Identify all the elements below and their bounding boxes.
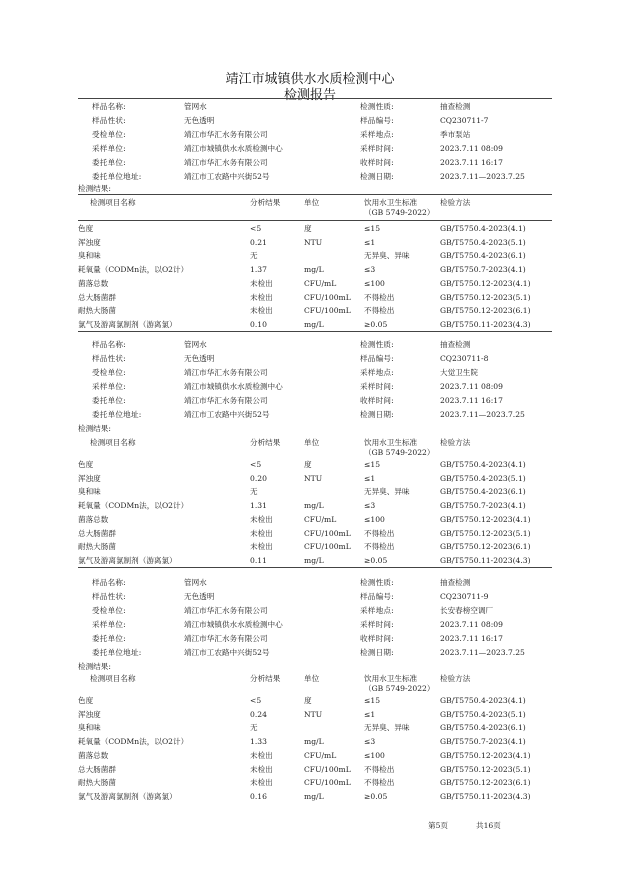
cell-result: 0.21: [250, 237, 267, 247]
info-row: [78, 142, 552, 156]
label-sample-desc: 样品性状:: [92, 116, 126, 125]
results-label-row: [78, 422, 552, 436]
header-method: 检验方法: [440, 438, 471, 447]
cell-method: GB/T5750.12-2023(4.1): [440, 514, 531, 524]
cell-result: 0.16: [250, 791, 267, 801]
sampling-time-value: 2023.7.11 08:09: [440, 382, 503, 391]
cell-method: GB/T5750.11-2023(4.3): [440, 555, 531, 565]
cell-unit: CFU/100mL: [304, 764, 351, 774]
cell-item: 臭和味: [78, 251, 101, 261]
sampling-site-value: 季市泵站: [440, 130, 471, 139]
client-addr-value: 靖江市工农路中兴街52号: [184, 172, 270, 181]
cell-result: 未检出: [250, 514, 273, 524]
cell-method: GB/T5750.4-2023(4.1): [440, 224, 526, 233]
header-result: 分析结果: [250, 198, 281, 207]
cell-item: 色度: [78, 224, 94, 233]
divider: [78, 194, 552, 195]
cell-standard: 不得检出: [364, 764, 395, 774]
cell-unit: CFU/100mL: [304, 292, 351, 302]
info-row: [78, 590, 552, 604]
cell-item: 臭和味: [78, 487, 101, 497]
cell-item: 耗氧量（CODMn法，以O2计）: [78, 501, 189, 511]
receive-time-value: 2023.7.11 16:17: [440, 158, 503, 167]
label-sampling-time: 采样时间:: [360, 144, 394, 153]
cell-result: 未检出: [250, 750, 273, 760]
cell-standard: 无异臭、异味: [364, 487, 410, 497]
cell-method: GB/T5750.4-2023(5.1): [440, 473, 526, 483]
cell-item: 浑浊度: [78, 473, 101, 483]
cell-method: GB/T5750.12-2023(6.1): [440, 778, 531, 788]
cell-method: GB/T5750.4-2023(5.1): [440, 237, 526, 247]
cell-result: 1.37: [250, 265, 267, 275]
cell-standard: ≤15: [364, 224, 381, 233]
label-sampling-time: 采样时间:: [360, 620, 394, 629]
header-standard-code: （GB 5749-2022）: [364, 684, 435, 693]
info-row: [78, 618, 552, 632]
cell-standard: ≤1: [364, 237, 376, 247]
cell-standard: 无异臭、异味: [364, 251, 410, 261]
sample-no-value: CQ230711-7: [440, 116, 489, 125]
cell-result: 无: [250, 487, 258, 497]
detect-date-value: 2023.7.11—2023.7.25: [440, 648, 525, 657]
cell-item: 菌落总数: [78, 278, 109, 288]
detect-nature-value: 抽查检测: [440, 340, 471, 349]
detect-date-value: 2023.7.11—2023.7.25: [440, 410, 525, 419]
header-result: 分析结果: [250, 674, 281, 683]
cell-result: 1.31: [250, 501, 267, 511]
label-inspected-unit: 受检单位:: [92, 368, 126, 377]
cell-method: GB/T5750.12-2023(6.1): [440, 542, 531, 552]
header-standard-code: （GB 5749-2022）: [364, 448, 435, 457]
cell-standard: ≤3: [364, 737, 376, 747]
cell-item: 耐热大肠菌: [78, 306, 116, 316]
header-standard: 饮用水卫生标准: [364, 438, 418, 447]
table-row: [78, 291, 552, 305]
detect-nature-value: 抽查检测: [440, 578, 471, 587]
table-row: [78, 554, 552, 568]
client-addr-value: 靖江市工农路中兴街52号: [184, 648, 270, 657]
cell-result: 1.33: [250, 737, 267, 747]
info-row: [78, 632, 552, 646]
cell-method: GB/T5750.7-2023(4.1): [440, 737, 526, 747]
divider: [78, 98, 552, 99]
cell-standard: ≤15: [364, 696, 381, 705]
header-result: 分析结果: [250, 438, 281, 447]
header-unit: 单位: [304, 438, 320, 447]
label-client-unit: 委托单位:: [92, 396, 126, 405]
label-detect-date: 检测日期:: [360, 410, 394, 419]
sample-name-value: 管网水: [184, 578, 207, 587]
cell-result: 未检出: [250, 306, 273, 316]
cell-unit: mg/L: [304, 791, 324, 801]
header-method: 检验方法: [440, 198, 471, 207]
cell-unit: CFU/100mL: [304, 528, 351, 538]
cell-unit: 度: [304, 460, 312, 469]
cell-standard: 无异臭、异味: [364, 723, 410, 733]
cell-standard: ≤100: [364, 514, 385, 524]
cell-item: 耗氧量（CODMn法，以O2计）: [78, 265, 189, 275]
sample-desc-value: 无色透明: [184, 116, 215, 125]
client-unit-value: 靖江市华汇水务有限公司: [184, 158, 268, 167]
label-detect-nature: 检测性质:: [360, 102, 394, 111]
cell-item: 色度: [78, 696, 94, 705]
cell-standard: 不得检出: [364, 292, 395, 302]
cell-unit: 度: [304, 224, 312, 233]
sample-name-value: 管网水: [184, 102, 207, 111]
label-sampling-time: 采样时间:: [360, 382, 394, 391]
inspected-unit-value: 靖江市华汇水务有限公司: [184, 606, 268, 615]
info-row: [78, 380, 552, 394]
cell-method: GB/T5750.4-2023(6.1): [440, 487, 526, 497]
header-standard: 饮用水卫生标准: [364, 198, 418, 207]
cell-method: GB/T5750.12-2023(5.1): [440, 528, 531, 538]
table-row: [78, 540, 552, 554]
cell-method: GB/T5750.4-2023(5.1): [440, 709, 526, 719]
cell-item: 总大肠菌群: [78, 528, 116, 538]
cell-standard: 不得检出: [364, 778, 395, 788]
cell-method: GB/T5750.4-2023(4.1): [440, 460, 526, 469]
cell-method: GB/T5750.4-2023(4.1): [440, 696, 526, 705]
info-row: [78, 100, 552, 114]
cell-standard: ≥0.05: [364, 791, 388, 801]
label-sample-name: 样品名称:: [92, 340, 126, 349]
client-addr-value: 靖江市工农路中兴街52号: [184, 410, 270, 419]
cell-standard: 不得检出: [364, 528, 395, 538]
label-sampling-unit: 采样单位:: [92, 382, 126, 391]
cell-method: GB/T5750.7-2023(4.1): [440, 501, 526, 511]
cell-unit: NTU: [304, 709, 323, 719]
label-client-addr: 委托单位地址:: [92, 172, 142, 181]
header-unit: 单位: [304, 674, 320, 683]
inspected-unit-value: 靖江市华汇水务有限公司: [184, 368, 268, 377]
cell-method: GB/T5750.12-2023(4.1): [440, 750, 531, 760]
table-row: [78, 708, 552, 722]
label-receive-time: 收样时间:: [360, 634, 394, 643]
sampling-unit-value: 靖江市城镇供水水质检测中心: [184, 144, 283, 153]
cell-item: 总大肠菌群: [78, 292, 116, 302]
cell-result: 未检出: [250, 542, 273, 552]
table-row: [78, 790, 552, 804]
cell-unit: mg/L: [304, 501, 324, 511]
header-unit: 单位: [304, 198, 320, 207]
label-sampling-unit: 采样单位:: [92, 620, 126, 629]
sampling-site-value: 大觉卫生院: [440, 368, 478, 377]
cell-unit: CFU/100mL: [304, 542, 351, 552]
detect-date-value: 2023.7.11—2023.7.25: [440, 172, 525, 181]
header-item: 检测项目名称: [90, 198, 136, 207]
sample-desc-value: 无色透明: [184, 354, 215, 363]
table-row: [78, 472, 552, 486]
label-sample-no: 样品编号:: [360, 116, 394, 125]
label-receive-time: 收样时间:: [360, 396, 394, 405]
cell-result: 未检出: [250, 778, 273, 788]
label-client-addr: 委托单位地址:: [92, 648, 142, 657]
label-sample-name: 样品名称:: [92, 102, 126, 111]
cell-standard: 不得检出: [364, 306, 395, 316]
info-row: [78, 156, 552, 170]
table-row: [78, 694, 552, 708]
sampling-unit-value: 靖江市城镇供水水质检测中心: [184, 620, 283, 629]
cell-item: 菌落总数: [78, 514, 109, 524]
cell-result: <5: [250, 460, 262, 469]
info-row: [78, 338, 552, 352]
cell-method: GB/T5750.4-2023(6.1): [440, 723, 526, 733]
label-receive-time: 收样时间:: [360, 158, 394, 167]
label-sampling-site: 采样地点:: [360, 606, 394, 615]
cell-result: 未检出: [250, 528, 273, 538]
cell-standard: ≤3: [364, 501, 376, 511]
cell-unit: mg/L: [304, 555, 324, 565]
info-row: [78, 394, 552, 408]
label-results: 检测结果:: [78, 424, 111, 433]
table-row: [78, 263, 552, 277]
cell-method: GB/T5750.4-2023(6.1): [440, 251, 526, 261]
cell-method: GB/T5750.11-2023(4.3): [440, 319, 531, 329]
cell-result: 无: [250, 251, 258, 261]
cell-standard: ≤1: [364, 473, 376, 483]
report-title: 靖江市城镇供水水质检测中心: [225, 72, 395, 87]
label-sample-no: 样品编号:: [360, 592, 394, 601]
cell-item: 色度: [78, 460, 94, 469]
detect-nature-value: 抽查检测: [440, 102, 471, 111]
cell-standard: 不得检出: [364, 542, 395, 552]
table-row: [78, 458, 552, 472]
label-sample-desc: 样品性状:: [92, 592, 126, 601]
label-detect-date: 检测日期:: [360, 648, 394, 657]
table-header-row-2: [78, 206, 552, 220]
header-standard: 饮用水卫生标准: [364, 674, 418, 683]
sample-no-value: CQ230711-8: [440, 354, 489, 363]
table-row: [78, 499, 552, 513]
label-inspected-unit: 受检单位:: [92, 130, 126, 139]
sample-name-value: 管网水: [184, 340, 207, 349]
client-unit-value: 靖江市华汇水务有限公司: [184, 396, 268, 405]
cell-unit: 度: [304, 696, 312, 705]
cell-item: 浑浊度: [78, 709, 101, 719]
cell-standard: ≤3: [364, 265, 376, 275]
table-row: [78, 749, 552, 763]
cell-standard: ≤100: [364, 278, 385, 288]
inspected-unit-value: 靖江市华汇水务有限公司: [184, 130, 268, 139]
cell-unit: CFU/mL: [304, 278, 337, 288]
sampling-site-value: 长安春榜空调厂: [440, 606, 494, 615]
header-method: 检验方法: [440, 674, 471, 683]
info-row: [78, 646, 552, 660]
cell-item: 菌落总数: [78, 750, 109, 760]
cell-result: 无: [250, 723, 258, 733]
table-row: [78, 222, 552, 236]
table-row: [78, 735, 552, 749]
divider: [78, 220, 552, 221]
label-results: 检测结果:: [78, 662, 111, 671]
cell-unit: NTU: [304, 237, 323, 247]
label-sampling-unit: 采样单位:: [92, 144, 126, 153]
header-item: 检测项目名称: [90, 674, 136, 683]
cell-result: 0.10: [250, 319, 267, 329]
cell-result: 未检出: [250, 292, 273, 302]
table-row: [78, 277, 552, 291]
label-client-unit: 委托单位:: [92, 158, 126, 167]
label-sample-no: 样品编号:: [360, 354, 394, 363]
table-row: [78, 776, 552, 790]
cell-result: 0.20: [250, 473, 267, 483]
table-row: [78, 527, 552, 541]
cell-standard: ≤15: [364, 460, 381, 469]
receive-time-value: 2023.7.11 16:17: [440, 396, 503, 405]
cell-item: 耐热大肠菌: [78, 778, 116, 788]
cell-unit: CFU/100mL: [304, 306, 351, 316]
info-row: [78, 114, 552, 128]
cell-result: 0.11: [250, 555, 267, 565]
cell-result: 未检出: [250, 764, 273, 774]
table-row: [78, 318, 552, 332]
info-row: [78, 366, 552, 380]
info-row: [78, 604, 552, 618]
cell-method: GB/T5750.12-2023(5.1): [440, 764, 531, 774]
label-inspected-unit: 受检单位:: [92, 606, 126, 615]
label-sampling-site: 采样地点:: [360, 368, 394, 377]
sampling-time-value: 2023.7.11 08:09: [440, 144, 503, 153]
cell-item: 浑浊度: [78, 237, 101, 247]
cell-item: 氯气及游离氯制剂（游离氯）: [78, 555, 177, 565]
header-item: 检测项目名称: [90, 438, 136, 447]
label-results: 检测结果:: [78, 184, 111, 193]
cell-item: 氯气及游离氯制剂（游离氯）: [78, 791, 177, 801]
info-row: [78, 408, 552, 422]
cell-method: GB/T5750.12-2023(4.1): [440, 278, 531, 288]
table-row: [78, 513, 552, 527]
cell-standard: ≥0.05: [364, 555, 388, 565]
cell-result: <5: [250, 696, 262, 705]
cell-unit: CFU/mL: [304, 750, 337, 760]
info-row: [78, 352, 552, 366]
label-client-unit: 委托单位:: [92, 634, 126, 643]
info-row: [78, 128, 552, 142]
cell-standard: ≥0.05: [364, 319, 388, 329]
receive-time-value: 2023.7.11 16:17: [440, 634, 503, 643]
cell-method: GB/T5750.12-2023(5.1): [440, 292, 531, 302]
cell-result: 未检出: [250, 278, 273, 288]
label-sample-name: 样品名称:: [92, 578, 126, 587]
cell-item: 氯气及游离氯制剂（游离氯）: [78, 319, 177, 329]
sample-desc-value: 无色透明: [184, 592, 215, 601]
sampling-time-value: 2023.7.11 08:09: [440, 620, 503, 629]
cell-item: 臭和味: [78, 723, 101, 733]
table-row: [78, 485, 552, 499]
cell-method: GB/T5750.12-2023(6.1): [440, 306, 531, 316]
label-client-addr: 委托单位地址:: [92, 410, 142, 419]
cell-method: GB/T5750.11-2023(4.3): [440, 791, 531, 801]
table-row: [78, 721, 552, 735]
table-row: [78, 763, 552, 777]
report-subtitle: 检测报告: [283, 88, 336, 103]
cell-unit: mg/L: [304, 737, 324, 747]
label-detect-nature: 检测性质:: [360, 340, 394, 349]
cell-standard: ≤100: [364, 750, 385, 760]
cell-standard: ≤1: [364, 709, 376, 719]
table-row: [78, 304, 552, 318]
label-detect-date: 检测日期:: [360, 172, 394, 181]
cell-result: 0.24: [250, 709, 267, 719]
cell-item: 耗氧量（CODMn法，以O2计）: [78, 737, 189, 747]
sampling-unit-value: 靖江市城镇供水水质检测中心: [184, 382, 283, 391]
cell-unit: mg/L: [304, 265, 324, 275]
cell-unit: mg/L: [304, 319, 324, 329]
client-unit-value: 靖江市华汇水务有限公司: [184, 634, 268, 643]
label-detect-nature: 检测性质:: [360, 578, 394, 587]
cell-item: 耐热大肠菌: [78, 542, 116, 552]
page-number: 第5页: [428, 821, 449, 830]
table-row: [78, 236, 552, 250]
cell-method: GB/T5750.7-2023(4.1): [440, 265, 526, 275]
sample-no-value: CQ230711-9: [440, 592, 489, 601]
cell-unit: CFU/100mL: [304, 778, 351, 788]
header-standard-code: （GB 5749-2022）: [364, 208, 435, 217]
label-sample-desc: 样品性状:: [92, 354, 126, 363]
cell-result: <5: [250, 224, 262, 233]
table-row: [78, 249, 552, 263]
cell-unit: NTU: [304, 473, 323, 483]
page-total: 共16页: [476, 821, 501, 830]
cell-unit: CFU/mL: [304, 514, 337, 524]
label-sampling-site: 采样地点:: [360, 130, 394, 139]
info-row: [78, 576, 552, 590]
cell-item: 总大肠菌群: [78, 764, 116, 774]
